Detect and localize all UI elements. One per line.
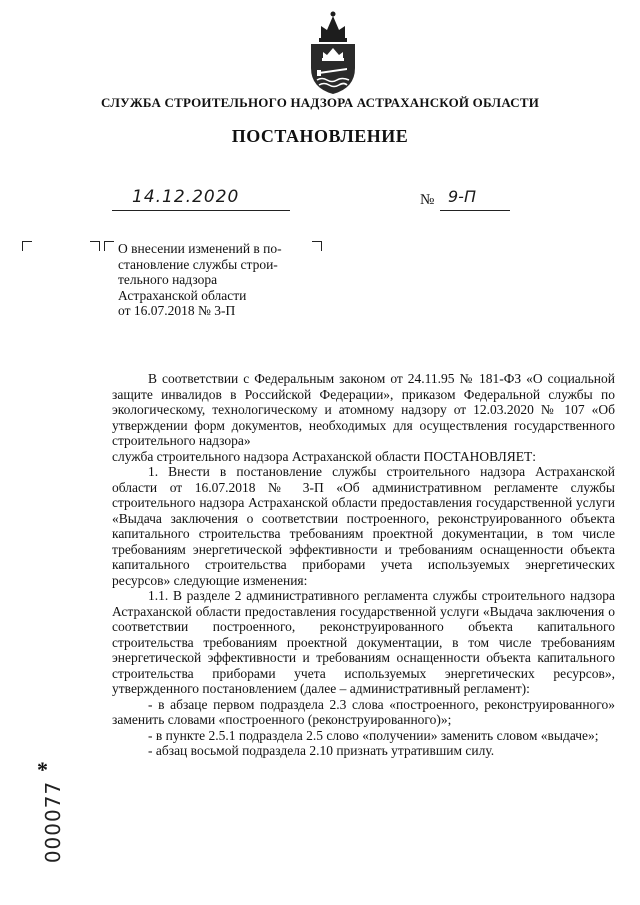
clause-1-1: 1.1. В разделе 2 административного регламента службы строительного надзора Астраханской области предоставления государственной услуги «Выдача заключения о соответствии построенного, реконструированного объекта капитального строительства требованиям проектной документации, в том числе требованиям энергетической эффективности и требованиям оснащенности объекта капитального строительства приборами учета используемых энергетических ресурсов», утвержденного постановлением (далее – административный регламент):: [112, 588, 615, 696]
document-date: 14.12.2020: [132, 187, 240, 207]
date-field: [112, 187, 290, 211]
corner-mark-subject-left: [90, 241, 100, 251]
number-field: [440, 187, 510, 211]
margin-asterisk: *: [37, 757, 48, 782]
serial-number-text: 000077: [41, 780, 66, 864]
clause-1: 1. Внести в постановление службы строительного надзора Астраханской области от 16.07.2018 № 3-П «Об административном регламенте службы строительного надзора Астраханской области предоставления государственной услуги «Выдача заключения о соответствии построенного, реконструированного объекта капитального строительства требованиям проектной документации, в том числе требованиям энергетической эффективности и требованиям оснащенности объекта капитального строительства приборами учета используемых энергетических ресурсов» следующие изменения:: [112, 464, 615, 588]
corner-mark-top-left: [22, 241, 32, 251]
margin-serial-number: [32, 780, 66, 864]
document-body: [112, 371, 615, 759]
corner-mark-subject-inner: [104, 241, 114, 251]
document-type-title: ПОСТАНОВЛЕНИЕ: [231, 126, 409, 146]
change-item-2: - в пункте 2.5.1 подраздела 2.5 слово «получении» заменить словом «выдаче»;: [148, 727, 599, 743]
preamble-paragraph: В соответствии с Федеральным законом от 24.11.95 № 181-ФЗ «О социальной защите инвалидов в Российской Федерации», приказом Федеральной службы по экологическому, технологическому и атомному надзору от 12.03.2020 № 107 «Об утверждении форм документов, необходимых для осуществления государственного строительного надзора»: [112, 371, 615, 448]
coat-of-arms-icon: [305, 8, 361, 96]
change-item-1: - в абзаце первом подраздела 2.3 слова «построенного, реконструированного» заменить словами «построенного (реконструированного)»;: [112, 696, 615, 727]
agency-name: СЛУЖБА СТРОИТЕЛЬНОГО НАДЗОРА АСТРАХАНСКОЙ ОБЛАСТИ: [100, 95, 540, 110]
document-number: 9-П: [448, 187, 476, 206]
change-item-3: - абзац восьмой подраздела 2.10 признать утратившим силу.: [148, 743, 495, 758]
corner-mark-subject-right: [312, 241, 322, 251]
number-label: №: [420, 192, 435, 208]
resolution-line: служба строительного надзора Астраханской области ПОСТАНОВЛЯЕТ:: [112, 448, 537, 464]
subject-block: О внесении изменений в по- становление службы строи- тельного надзора Астраханской области от 16.07.2018 № 3-П: [118, 241, 282, 318]
